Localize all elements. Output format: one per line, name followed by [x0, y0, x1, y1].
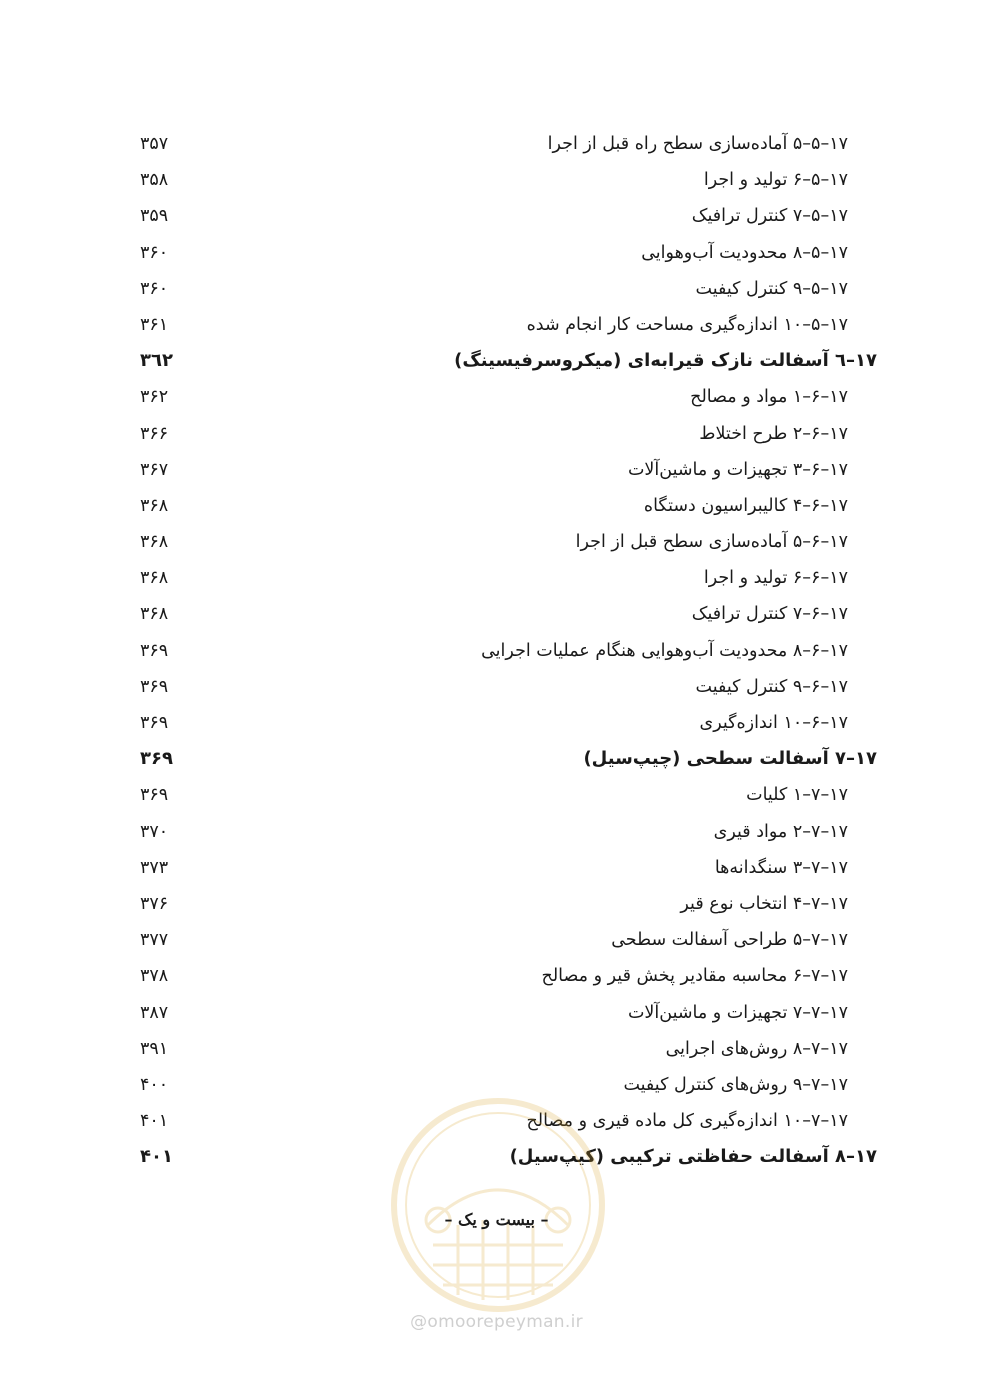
toc-entry-title: ۱۷–۷–۱۰ اندازه‌گیری کل ماده قیری و مصالح [526, 1111, 848, 1132]
toc-section-row [0, 741, 993, 777]
toc-entry-title: ۱۷–۷–۸ روش‌های اجرایی [665, 1038, 848, 1059]
toc-entry-page: ۳۶۹ [140, 785, 169, 806]
toc-entry-row [0, 198, 993, 234]
toc-entry-page: ٣٦٢ [140, 350, 173, 372]
table-of-contents [0, 126, 993, 1175]
toc-entry-page: ۳۶۹ [140, 640, 169, 661]
toc-entry-title: ۱۷–۵–۶ تولید و اجرا [703, 170, 848, 191]
toc-entry-row [0, 307, 993, 343]
toc-entry-title: ۱۷–۵–۹ کنترل کیفیت [695, 278, 848, 299]
toc-section-row [0, 343, 993, 379]
toc-entry-title: ۱۷–۷–۴ انتخاب نوع قیر [680, 893, 848, 914]
toc-entry-row [0, 488, 993, 524]
toc-entry-page: ۳۶۸ [140, 532, 169, 553]
toc-entry-page: ۳۶۸ [140, 568, 169, 589]
toc-entry-page: ۳۷۶ [140, 893, 169, 914]
toc-entry-page: ۳۵۷ [140, 134, 169, 154]
toc-entry-title: ۱۷–۷–۶ محاسبه مقادیر پخش قیر و مصالح [541, 966, 848, 987]
toc-entry-title: ۱۷–۷–۵ طراحی آسفالت سطحی [611, 930, 848, 951]
toc-entry-title: ۱۷–۶–۸ محدودیت آب‌وهوایی هنگام عملیات اجرایی [481, 640, 848, 661]
toc-entry-row [0, 850, 993, 886]
toc-entry-page: ۴۰۰ [140, 1074, 169, 1095]
toc-entry-page: ۳۵۸ [140, 170, 169, 191]
toc-entry-row [0, 886, 993, 922]
toc-entry-row [0, 126, 993, 162]
toc-entry-title: ۱۷–۷–۱ کلیات [746, 785, 848, 806]
toc-entry-title: ۱۷–۶–۴ کالیبراسیون دستگاه [643, 495, 848, 516]
toc-entry-title: ۱۷–۶–۱ مواد و مصالح [690, 387, 848, 408]
toc-entry-row [0, 1031, 993, 1067]
toc-entry-title: ۱۷–۶–۵ آماده‌سازی سطح قبل از اجرا [575, 532, 848, 553]
toc-entry-row [0, 958, 993, 994]
toc-entry-page: ۳۶۷ [140, 459, 169, 480]
toc-entry-page: ۳۶۱ [140, 314, 169, 335]
toc-entry-row [0, 1103, 993, 1139]
toc-entry-page: ۳۷۳ [140, 857, 169, 878]
toc-entry-row [0, 416, 993, 452]
toc-entry-title: ۱۷–۶–۲ طرح اختلاط [699, 423, 848, 444]
toc-entry-page: ۳۶۸ [140, 495, 169, 516]
toc-entry-title: ۱۷–۶–۹ کنترل کیفیت [695, 676, 848, 697]
toc-entry-page: ۳۷۷ [140, 930, 169, 951]
toc-entry-page: ۳۶۹ [140, 713, 169, 733]
toc-entry-page: ۴۰۱ [140, 1111, 169, 1132]
toc-entry-row [0, 379, 993, 415]
toc-entry-row [0, 777, 993, 813]
toc-entry-title: ۱۷–۶–۶ تولید و اجرا [703, 568, 848, 589]
toc-entry-row [0, 669, 993, 705]
toc-entry-page: ۳۷۰ [140, 821, 169, 842]
toc-entry-page: ۳۹۱ [140, 1038, 169, 1059]
toc-entry-title: ۱۷–۵–۵ آماده‌سازی سطح راه قبل از اجرا [547, 134, 848, 154]
toc-entry-title: ۱۷–۷–۳ سنگدانه‌ها [714, 857, 848, 878]
toc-entry-title: ۱۷–۷–۹ روش‌های کنترل کیفیت [623, 1074, 848, 1095]
toc-entry-page: ۳۶۰ [140, 278, 169, 299]
toc-entry-page: ۳۵۹ [140, 206, 169, 227]
toc-entry-title: ۱۷–۵–۸ محدودیت آب‌وهوایی [641, 242, 848, 263]
toc-entry-row [0, 633, 993, 669]
toc-entry-title: ۱۷–٦ آسفالت نازک قیرابه‌ای (میکروسرفیسینگ) [454, 350, 877, 372]
toc-section-row [0, 1139, 993, 1175]
toc-entry-page: ۳۷۸ [140, 966, 169, 987]
toc-entry-title: ۱۷–۷–۲ مواد قیری [713, 821, 848, 842]
toc-entry-row [0, 162, 993, 198]
toc-entry-row [0, 922, 993, 958]
toc-entry-row [0, 1067, 993, 1103]
toc-entry-title: ۱۷–۷–۷ تجهیزات و ماشین‌آلات [627, 1002, 848, 1023]
toc-entry-title: ۱۷–۶–۳ تجهیزات و ماشین‌آلات [627, 459, 848, 480]
toc-entry-title: ۱۷–۷ آسفالت سطحی (چیپ‌سیل) [583, 748, 877, 770]
watermark-url: @omoorepeyman.ir [410, 1312, 583, 1332]
toc-entry-title: ۱۷–۶–۱۰ اندازه‌گیری [699, 713, 848, 733]
toc-entry-page: ۳۶۰ [140, 242, 169, 263]
toc-entry-row [0, 814, 993, 850]
toc-entry-page: ۳۶۶ [140, 423, 169, 444]
toc-entry-title: ۱۷–۵–۷ کنترل ترافیک [691, 206, 848, 227]
toc-entry-row [0, 995, 993, 1031]
toc-entry-row [0, 705, 993, 741]
toc-entry-title: ۱۷–۶–۷ کنترل ترافیک [691, 604, 848, 625]
page-footer: – بیست و یک – [444, 1210, 549, 1229]
toc-entry-page: ۳۶۸ [140, 604, 169, 625]
toc-entry-page: ۳۸۷ [140, 1002, 169, 1023]
toc-entry-page: ۳۶۹ [140, 748, 173, 770]
toc-entry-title: ۱۷–۵–۱۰ اندازه‌گیری مساحت کار انجام شده [526, 314, 848, 335]
toc-entry-page: ۳۶۹ [140, 676, 169, 697]
toc-entry-row [0, 596, 993, 632]
toc-entry-row [0, 271, 993, 307]
toc-entry-row [0, 235, 993, 271]
toc-entry-page: ۳۶۲ [140, 387, 169, 408]
toc-entry-title: ۱۷–۸ آسفالت حفاظتی ترکیبی (کیپ‌سیل) [509, 1146, 877, 1168]
toc-entry-row [0, 560, 993, 596]
toc-entry-row [0, 452, 993, 488]
toc-entry-row [0, 524, 993, 560]
toc-entry-page: ۴۰۱ [140, 1146, 173, 1168]
